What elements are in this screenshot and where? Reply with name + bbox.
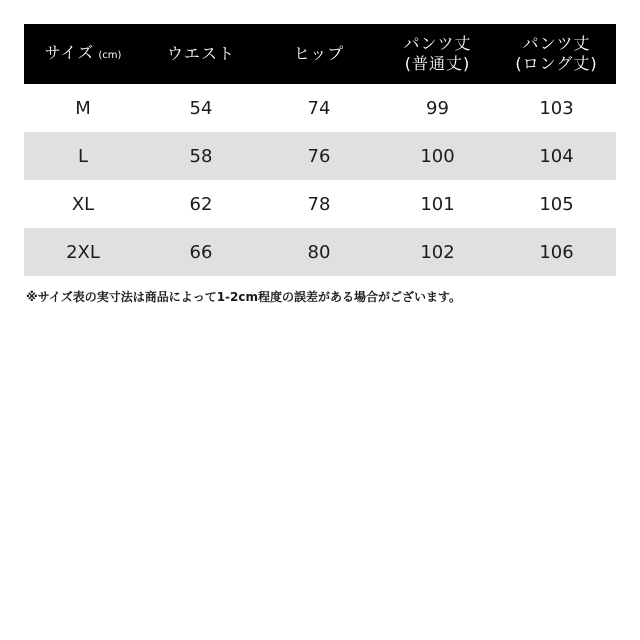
cell-length-regular: 101 — [420, 193, 455, 215]
table-body — [24, 84, 616, 276]
header-waist: ウエスト — [166, 44, 235, 63]
cell-size: M — [75, 97, 91, 119]
cell-length-regular: 102 — [420, 241, 455, 263]
cell-length-long: 106 — [539, 241, 574, 263]
header-size-label: サイズ — [44, 42, 95, 62]
table-row — [24, 180, 616, 228]
cell-hip: 78 — [307, 193, 331, 215]
cell-hip: 76 — [307, 145, 331, 167]
table-row — [24, 84, 616, 132]
cell-waist: 62 — [189, 193, 213, 215]
header-length-long-line1: パンツ丈 — [522, 34, 591, 53]
cell-length-long: 104 — [539, 145, 574, 167]
header-length-regular-line2: (普通丈) — [404, 54, 471, 73]
cell-hip: 74 — [307, 97, 331, 119]
header-row — [24, 24, 616, 84]
cell-waist: 54 — [189, 97, 213, 119]
cell-size: L — [77, 145, 89, 167]
cell-length-regular: 100 — [420, 145, 455, 167]
table-header — [24, 24, 616, 84]
header-size — [24, 24, 142, 84]
header-length-regular-line1: パンツ丈 — [403, 34, 472, 53]
header-hip: ヒップ — [293, 44, 345, 63]
cell-size: 2XL — [66, 241, 100, 263]
cell-hip: 80 — [307, 241, 331, 263]
header-length-long — [497, 24, 616, 84]
cell-length-regular: 99 — [426, 97, 449, 119]
cell-length-long: 103 — [539, 97, 574, 119]
header-size-unit: (cm) — [98, 49, 122, 61]
size-chart-table — [24, 24, 616, 276]
cell-size: XL — [71, 193, 95, 215]
cell-length-long: 105 — [539, 193, 574, 215]
cell-waist: 66 — [189, 241, 213, 263]
table-row — [24, 132, 616, 180]
header-length-regular — [378, 24, 497, 84]
header-length-long-line2: (ロング丈) — [515, 54, 598, 73]
measurement-note: ※サイズ表の実寸法は商品によって1-2cm程度の誤差がある場合がございます。 — [26, 290, 462, 304]
table-row — [24, 228, 616, 276]
cell-waist: 58 — [189, 145, 213, 167]
